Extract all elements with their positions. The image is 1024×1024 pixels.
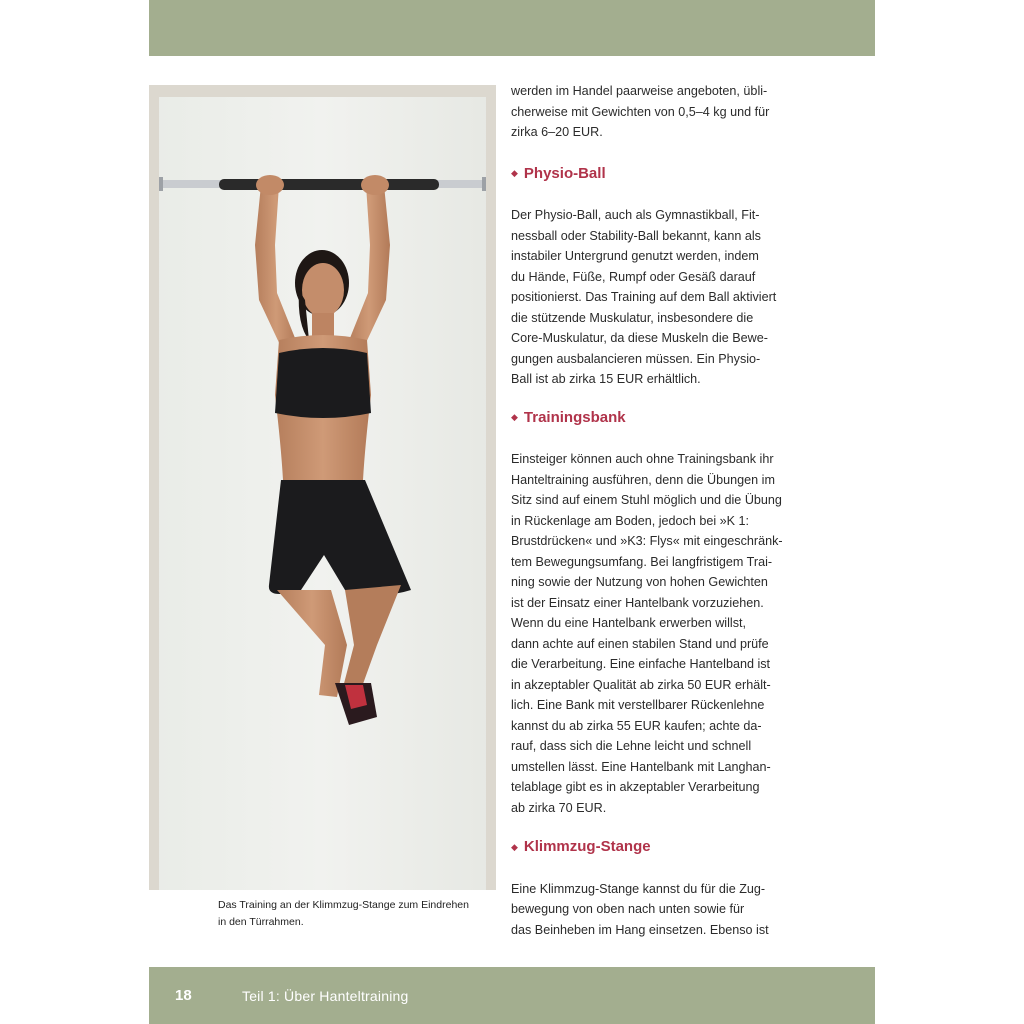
- text-line: telablage gibt es in akzeptabler Verarbeitung: [511, 780, 760, 794]
- text-line: Brustdrücken« und »K3: Flys« mit eingeschränk-: [511, 534, 783, 548]
- text-line: tem Bewegungsumfang. Bei langfristigem Trai-: [511, 554, 773, 569]
- text-line: Der Physio-Ball, auch als Gymnastikball, Fit-: [511, 208, 760, 222]
- text-line: zirka 6–20 EUR.: [511, 125, 603, 139]
- paragraph-klimmzug-stange: [511, 879, 796, 941]
- paragraph-physio-ball: [511, 205, 796, 390]
- section-heading-trainingsbank: [511, 408, 796, 429]
- text-line: Ball ist ab zirka 15 EUR erhältlich.: [511, 372, 701, 386]
- text-line: Hanteltraining ausführen, denn die Übungen im: [511, 472, 775, 487]
- text-line: Eine Klimmzug-Stange kannst du für die Zug-: [511, 881, 766, 896]
- text-line: werden im Handel paarweise angeboten, übli-: [511, 84, 768, 98]
- intro-paragraph: [511, 81, 796, 143]
- text-line: in akzeptabler Qualität ab zirka 50 EUR erhält-: [511, 677, 771, 692]
- text-column: [511, 81, 796, 940]
- text-line: positionierst. Das Training auf dem Ball aktiviert: [511, 290, 777, 304]
- text-line: in Rückenlage am Boden, jedoch bei »K 1:: [511, 513, 750, 528]
- text-line: bewegung von oben nach unten sowie für: [511, 902, 745, 916]
- text-line: Core-Muskulatur, da diese Muskeln die Bewe-: [511, 331, 768, 345]
- text-line: umstellen lässt. Eine Hantelbank mit Langhan-: [511, 759, 771, 774]
- text-line: Wenn du eine Hantelbank erwerben willst,: [511, 616, 746, 630]
- text-line: ab zirka 70 EUR.: [511, 800, 607, 815]
- text-line: cherweise mit Gewichten von 0,5–4 kg und für: [511, 104, 770, 119]
- text-line: dann achte auf einen stabilen Stand und prüfe: [511, 636, 769, 651]
- diamond-bullet-icon: ◆: [511, 168, 518, 179]
- figure-caption: [218, 897, 493, 931]
- section-heading-physio-ball: [511, 164, 796, 185]
- heading-text: Klimmzug-Stange: [523, 838, 651, 855]
- heading-text: Trainingsbank: [523, 408, 626, 426]
- diamond-bullet-icon: ◆: [511, 412, 518, 423]
- running-head: Teil 1: Über Hanteltraining: [242, 988, 409, 1004]
- text-line: gungen ausbalancieren müssen. Ein Physio-: [511, 351, 761, 366]
- text-line: lich. Eine Bank mit verstellbarer Rückenlehne: [511, 698, 765, 712]
- paragraph-trainingsbank: [511, 449, 796, 818]
- heading-text: Physio-Ball: [523, 164, 606, 182]
- text-line: Einsteiger können auch ohne Trainingsbank ihr: [511, 452, 774, 466]
- text-line: rauf, dass sich die Lehne leicht und schnell: [511, 739, 752, 753]
- header-band: [149, 0, 875, 56]
- text-line: kannst du ab zirka 55 EUR kaufen; achte da-: [511, 718, 762, 733]
- text-line: das Beinheben im Hang einsetzen. Ebenso ist: [511, 922, 769, 937]
- text-line: ning sowie der Nutzung von hohen Gewichten: [511, 575, 768, 589]
- text-line: instabiler Untergrund genutzt werden, indem: [511, 249, 759, 263]
- diamond-bullet-icon: ◆: [511, 841, 518, 852]
- text-line: die Verarbeitung. Eine einfache Hantelband ist: [511, 657, 771, 671]
- text-line: ist der Einsatz einer Hantelbank vorzuziehen.: [511, 595, 764, 610]
- caption-line: Das Training an der Klimmzug-Stange zum Eindrehen: [218, 899, 469, 911]
- text-line: die stützende Muskulatur, insbesondere die: [511, 310, 754, 325]
- text-line: Sitz sind auf einem Stuhl möglich und die Übung: [511, 493, 782, 507]
- text-line: du Hände, Füße, Rumpf oder Gesäß darauf: [511, 269, 756, 284]
- text-line: nessball oder Stability-Ball bekannt, kann als: [511, 228, 761, 243]
- footer-band: [149, 967, 875, 1024]
- page-number: 18: [175, 987, 192, 1004]
- caption-line: in den Türrahmen.: [218, 916, 304, 928]
- section-heading-klimmzug-stange: [511, 837, 796, 858]
- photo-pullup-bar: [149, 85, 496, 890]
